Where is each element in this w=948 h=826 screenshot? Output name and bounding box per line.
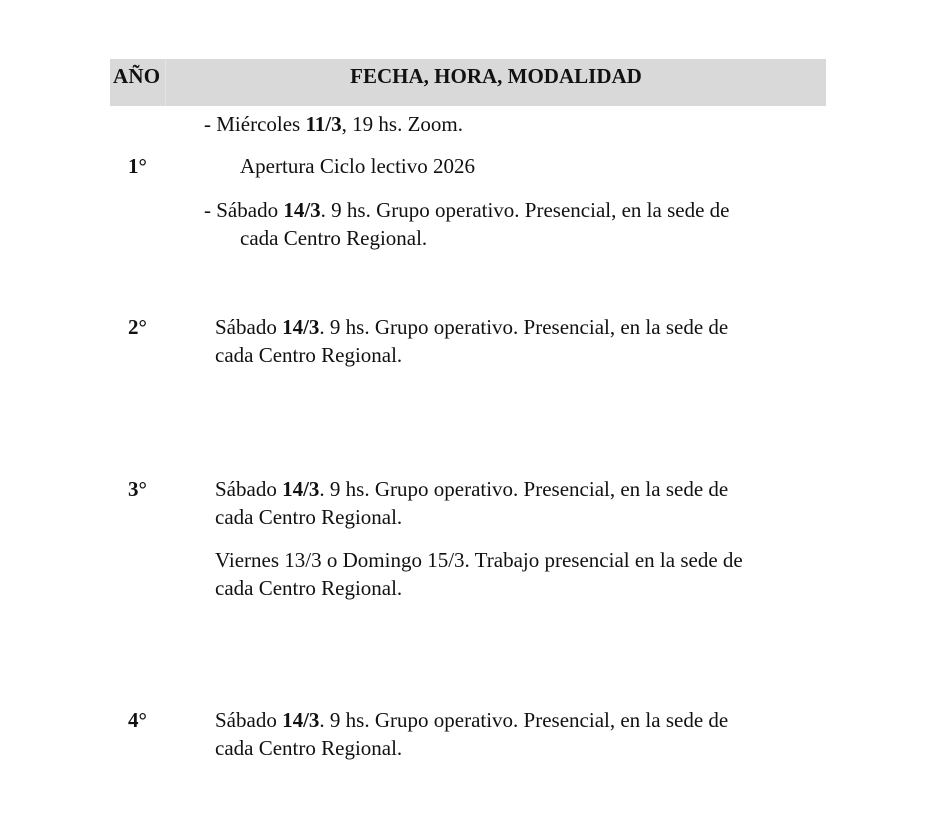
header-details: FECHA, HORA, MODALIDAD (350, 64, 642, 88)
year-label: 3° (128, 477, 147, 501)
entry-continuation: cada Centro Regional. (215, 736, 403, 760)
entry-date: 14/3 (282, 708, 320, 732)
entry-friday-sunday: Viernes 13/3 o Domingo 15/3. Trabajo presencial en la sede de (215, 548, 743, 572)
year-label: 2° (128, 315, 147, 339)
entry-apertura: Apertura Ciclo lectivo 2026 (240, 154, 476, 178)
entry-rest: , 19 hs. Zoom. (341, 112, 463, 136)
entry-rest: . 9 hs. Grupo operativo. Presencial, en la sede de (319, 477, 729, 501)
entry-saturday-operativo (215, 313, 728, 341)
entry-rest: . 9 hs. Grupo operativo. Presencial, en la sede de (319, 315, 729, 339)
table-header (110, 59, 826, 106)
header-year: AÑO (113, 64, 161, 88)
entry-continuation: cada Centro Regional. (240, 226, 428, 250)
entry-saturday-operativo (215, 706, 728, 734)
entry-continuation: cada Centro Regional. (215, 343, 403, 367)
entry-saturday-operativo (215, 475, 728, 503)
year-label: 4° (128, 708, 147, 732)
entry-prefix: - Sábado (204, 198, 284, 222)
entry-rest: . 9 hs. Grupo operativo. Presencial, en la sede de (320, 198, 730, 222)
entry-wednesday-zoom (204, 110, 463, 138)
entry-prefix: Sábado (215, 315, 283, 339)
entry-saturday-operativo (204, 196, 729, 224)
entry-prefix: Sábado (215, 708, 283, 732)
entry-continuation: cada Centro Regional. (215, 576, 403, 600)
entry-continuation: cada Centro Regional. (215, 505, 403, 529)
entry-rest: . 9 hs. Grupo operativo. Presencial, en la sede de (319, 708, 729, 732)
entry-prefix: - Miércoles (204, 112, 306, 136)
entry-date: 14/3 (283, 198, 321, 222)
entry-date: 14/3 (282, 477, 320, 501)
year-label: 1° (128, 154, 147, 178)
entry-prefix: Sábado (215, 477, 283, 501)
entry-date: 14/3 (282, 315, 320, 339)
schedule-table (110, 59, 826, 106)
entry-date: 11/3 (305, 112, 342, 136)
